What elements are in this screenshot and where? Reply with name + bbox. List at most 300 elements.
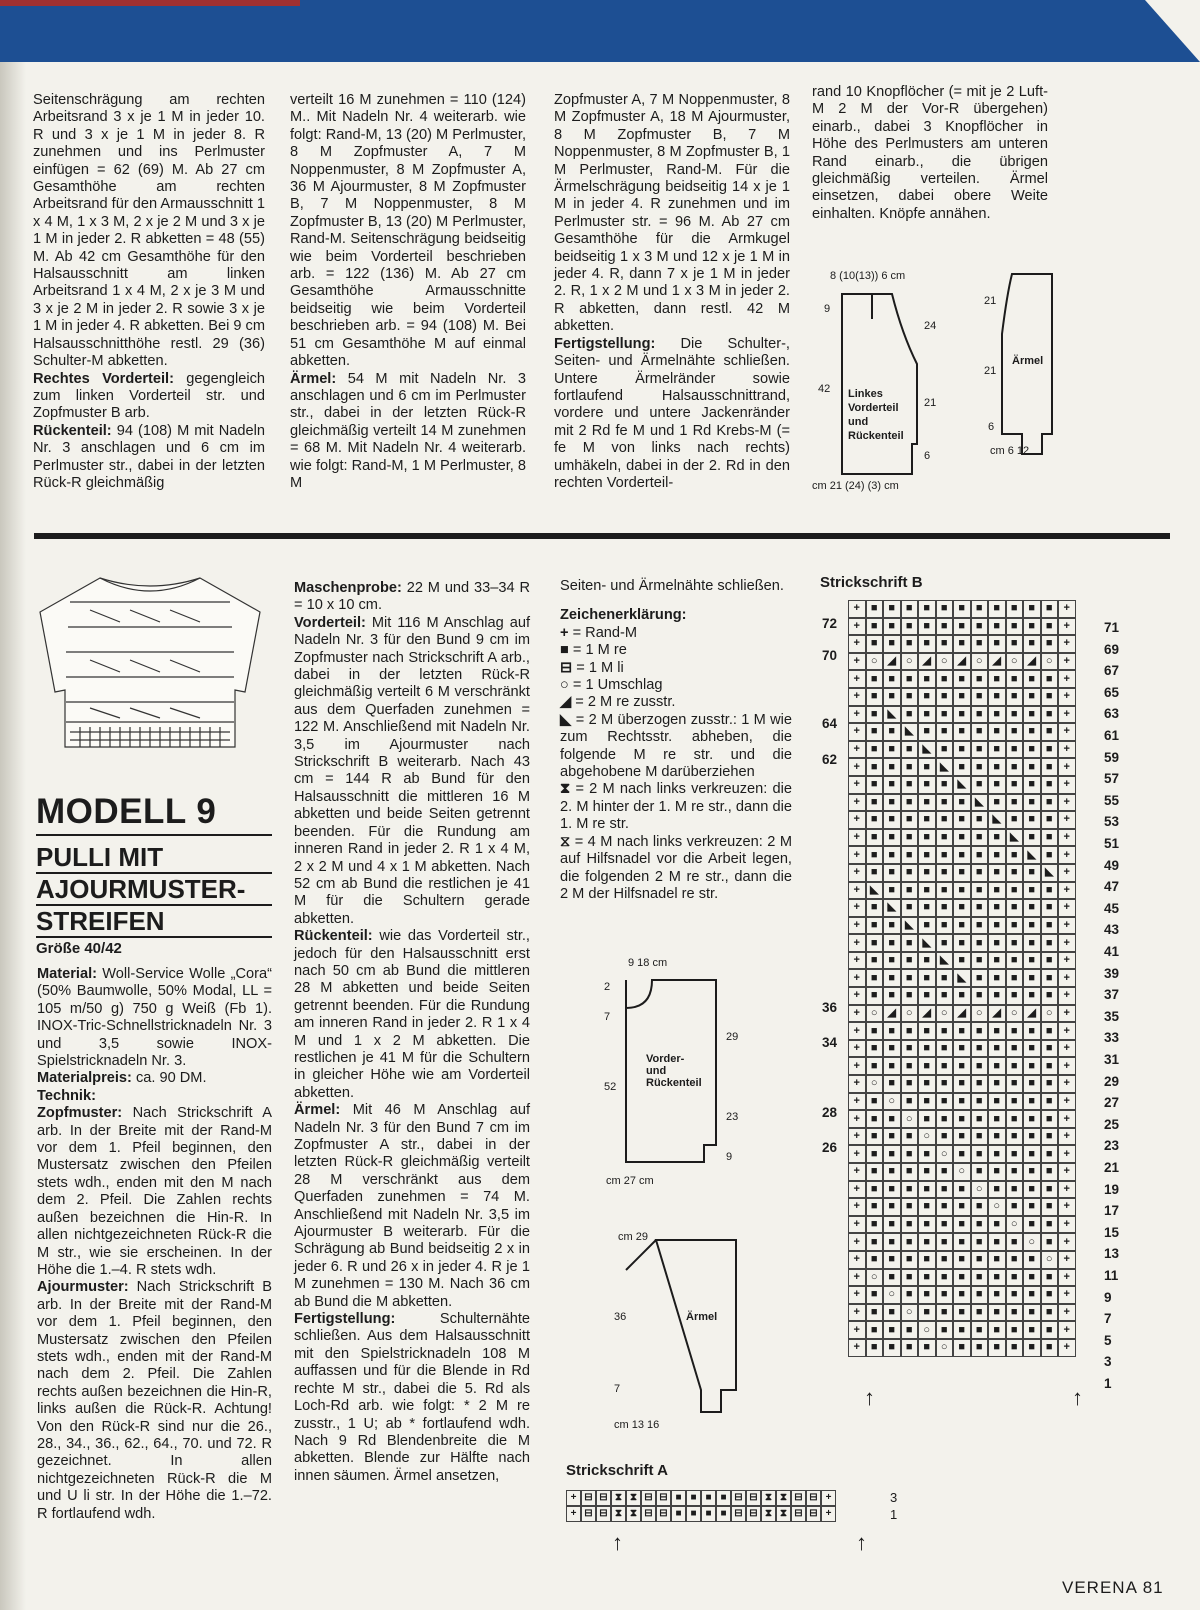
legend-symbol: ⧗ [560,781,576,798]
chart-b-cell: ■ [1023,1251,1041,1269]
chart-b-cell: ■ [936,741,954,759]
chart-b-cell: ■ [901,635,919,653]
chart-b-cell: ■ [936,1163,954,1181]
body-left-2: 7 [604,1011,611,1023]
chart-b-cell: ■ [883,1251,901,1269]
section-heading: Technik: [37,1087,96,1104]
chart-b-cell: ■ [918,1286,936,1304]
chart-b-cell: + [1058,1251,1076,1269]
chart-b-cell: ■ [971,1216,989,1234]
chart-b-cell: ■ [918,723,936,741]
chart-b-cell: ■ [1023,1198,1041,1216]
chart-b-cell: ■ [988,635,1006,653]
chart-b-cell: ■ [866,1339,884,1357]
legend-item: + = Rand-M [560,624,638,641]
legend-item: ■ = 1 M re [560,642,627,659]
chart-b-cell: ■ [1006,899,1024,917]
chart-b-cell: ◣ [918,741,936,759]
chart-b-cell: ■ [1041,1304,1059,1322]
top-column-2 [290,92,526,492]
chart-b-cell: ■ [883,1022,901,1040]
chart-b-cell: ■ [918,1040,936,1058]
chart-b-cell: ■ [953,1286,971,1304]
chart-b-cell: ■ [866,969,884,987]
chart-b-cell: ◣ [953,776,971,794]
chart-b-row [848,1216,1076,1234]
chart-b-cell: ○ [936,1145,954,1163]
chart-b-cell: + [1058,776,1076,794]
chart-b-cell: ■ [988,934,1006,952]
chart-b-cell: ■ [988,1269,1006,1287]
chart-b-right-number: 13 [1104,1246,1120,1262]
chart-b-cell: ■ [883,688,901,706]
chart-b-cell: ■ [918,706,936,724]
chart-b-cell: ■ [988,1216,1006,1234]
chart-b-cell: ■ [971,1269,989,1287]
chart-b-cell: ■ [953,899,971,917]
chart-a-cell: ⧗ [776,1506,791,1522]
chart-b-cell: ■ [1041,1110,1059,1128]
chart-b-cell: + [848,1198,866,1216]
chart-b-cell: ■ [1023,1269,1041,1287]
chart-b-cell: ■ [936,1251,954,1269]
chart-b-right-number: 51 [1104,836,1120,851]
chart-b-cell: ■ [1006,635,1024,653]
chart-b-cell: ■ [1041,811,1059,829]
chart-b-cell: + [848,723,866,741]
chart-b-cell: ■ [988,618,1006,636]
chart-b-cell: ■ [1041,758,1059,776]
chart-b-cell: ■ [1006,969,1024,987]
chart-b-row [848,1163,1076,1181]
chart-b-cell: ■ [901,829,919,847]
chart-b-cell: ■ [901,864,919,882]
chart-b-cell: ■ [971,811,989,829]
chart-a-cell: ⧗ [761,1506,776,1522]
chart-b-cell: ○ [953,1163,971,1181]
chart-b-cell: ■ [971,1163,989,1181]
chart-b-cell: ■ [936,670,954,688]
chart-b-row [848,864,1076,882]
chart-b-cell: ■ [936,864,954,882]
chart-b-row [848,1022,1076,1040]
chart-a-title: Strickschrift A [566,1462,668,1479]
instructions-paragraph: Ärmel: Mit 46 M Anschlag auf Nadeln Nr. 3 für den Bund 7 cm im Zopfmuster A str., dabei in der letzten Rück-R gleichmäßig verteilt 28 M verschränkt aus dem Querfaden zunehmen = 74 M. Anschließend mit Nadeln Nr. 3,5 im Ajourmuster B weiterarb. Für die Schrägung ab Bund beidseitig 2 x in jeder 6. R und 26 x in jeder 4. R je 1 M zunehmen = 130 M. Nach 36 cm ab Bund die M abketten. [294,1102,530,1310]
chart-b-cell: ■ [901,1181,919,1199]
chart-b-cell: + [1058,899,1076,917]
chart-b-cell: ■ [883,758,901,776]
jacket-left-measure-1: 9 [824,303,831,315]
jacket-bottom-measure: cm 21 (24) (3) cm [812,480,899,492]
chart-b-cell: ■ [1006,1181,1024,1199]
chart-b-cell: ■ [953,1269,971,1287]
chart-a-cell: ⊟ [581,1506,596,1522]
jacket-schematic [812,264,1092,504]
chart-b-cell: ■ [866,1216,884,1234]
chart-b-cell: + [848,899,866,917]
chart-b-cell: + [1058,952,1076,970]
chart-b-title: Strickschrift B [820,574,923,591]
sleeve-top-measure: cm 29 [618,1231,648,1243]
chart-b-left-number: 64 [822,716,838,731]
chart-b-cell: + [1058,882,1076,900]
chart-b-cell: ■ [936,776,954,794]
chart-b-cell: ■ [866,1286,884,1304]
chart-b-cell: ■ [1041,600,1059,618]
chart-a-cell: ⊟ [731,1490,746,1506]
chart-b-cell: ■ [918,882,936,900]
chart-b-cell: + [1058,706,1076,724]
chart-b-cell: ■ [901,1216,919,1234]
sleeve-label: Ärmel [1012,355,1044,367]
chart-b-cell: ■ [866,741,884,759]
chart-b-cell: ■ [883,1233,901,1251]
chart-b-cell: ■ [1023,670,1041,688]
chart-b-left-number: 34 [822,1035,838,1050]
chart-b-cell: + [848,864,866,882]
chart-b-cell: ○ [1041,1251,1059,1269]
chart-b-cell: ■ [1041,829,1059,847]
chart-b-cell: ○ [1006,1216,1024,1234]
chart-b-cell: ■ [883,776,901,794]
legend-symbol: ○ [560,677,573,694]
chart-b-left-number: 28 [822,1105,838,1120]
chart-b-cell: ■ [1023,1286,1041,1304]
chart-b-cell: ■ [901,706,919,724]
chart-b-cell: ■ [1006,794,1024,812]
chart-b-cell: ■ [936,794,954,812]
chart-b-cell: ■ [1041,618,1059,636]
chart-b-row [848,1145,1076,1163]
chart-b-cell: + [1058,1181,1076,1199]
chart-b-row [848,600,1076,618]
chart-b-cell: ■ [918,670,936,688]
chart-b-cell: + [848,635,866,653]
chart-b-cell: ◣ [936,952,954,970]
body-label-1: Vorder- [646,1053,685,1065]
chart-b-row [848,618,1076,636]
chart-b-cell: ■ [936,1022,954,1040]
chart-b-cell: ■ [883,1269,901,1287]
chart-b-row [848,917,1076,935]
chart-b-right-number: 17 [1104,1203,1120,1219]
chart-b-cell: ■ [988,794,1006,812]
chart-b-cell: ■ [866,1181,884,1199]
chart-a-cell: ■ [701,1506,716,1522]
chart-b-cell: ■ [1023,1057,1041,1075]
chart-b-cell: ■ [1006,670,1024,688]
chart-b-cell: ■ [953,1321,971,1339]
chart-b-cell: ■ [1023,794,1041,812]
chart-b-cell: ○ [901,1005,919,1023]
chart-b-cell: ◣ [901,917,919,935]
sleeve-bottom-measure: cm 13 16 [614,1419,660,1430]
chart-b-cell: ■ [971,635,989,653]
chart-b-cell: ■ [883,829,901,847]
chart-b-cell: ■ [918,1022,936,1040]
top-paragraph: Seitenschrägung am rechten Arbeitsrand 3 x je 1 M in jeder 10. R und 3 x je 1 M in jeder 8. R zunehmen und ins Perlmuster einfügen = 62 (69) M. Ab 27 cm Gesamthöhe am rechten Arbeitsrand für den Armausschnitt 1 x 4 M, 1 x 3 M, 2 x je 2 M und 3 x je 1 M in jeder 2. R abketten = 48 (55) M. Ab 42 cm Gesamthöhe für den Halsausschnitt am linken Arbeitsrand 1 x 4 M, 2 x je 3 M und 3 x je 2 M in jeder 2. R sowie 3 x je 1 M in jeder 4. R abketten. Bei 9 cm Halsausschnitthöhe restl. 29 (36) Schulter-M abketten. [33,92,265,370]
chart-b-cell: + [1058,1233,1076,1251]
chart-b-row [848,811,1076,829]
chart-b-cell: ■ [953,829,971,847]
chart-a-cell: ■ [701,1490,716,1506]
chart-b-cell: ◣ [953,969,971,987]
chart-a-row-1: 1 [890,1507,898,1522]
chart-b-cell: + [1058,969,1076,987]
chart-b-cell: ■ [953,670,971,688]
chart-b-cell: ■ [953,794,971,812]
chart-b-cell: ■ [866,1128,884,1146]
chart-b-cell: ■ [883,1110,901,1128]
body-left-3: 52 [604,1081,617,1093]
section-heading: Ajourmuster: [37,1279,129,1296]
chart-b-cell: ■ [1023,882,1041,900]
chart-b-cell: ■ [1023,758,1041,776]
chart-b-cell: ■ [936,723,954,741]
jacket-label-1: Linkes [848,388,883,400]
chart-b-cell: + [848,1181,866,1199]
chart-b-cell: + [848,794,866,812]
chart-b-cell: ■ [866,670,884,688]
chart-b-cell: ■ [901,969,919,987]
chart-b-cell: ■ [971,864,989,882]
chart-b-cell: ◢ [883,653,901,671]
chart-a-cell: ⧗ [611,1490,626,1506]
body-top-measure: 9 18 cm [628,957,668,969]
chart-b-right-number: 69 [1104,641,1120,657]
chart-b-cell: + [1058,1216,1076,1234]
chart-b-cell: ■ [918,1339,936,1357]
chart-b-cell: ■ [953,1304,971,1322]
chart-b-cell: ■ [918,811,936,829]
chart-b-cell: + [1058,670,1076,688]
chart-b-row [848,934,1076,952]
chart-b-row [848,1110,1076,1128]
chart-b-cell: + [1058,618,1076,636]
chart-a-grid [566,1490,836,1522]
chart-b-cell: ■ [901,1269,919,1287]
sleeve-bottom-measure: cm 6 12 [990,445,1030,457]
chart-b-cell: + [1058,723,1076,741]
chart-b-cell: ■ [936,706,954,724]
chart-b-cell: + [848,1163,866,1181]
chart-b-cell: ■ [1041,882,1059,900]
chart-b-cell: ■ [1041,688,1059,706]
chart-b-cell: ■ [1006,1110,1024,1128]
chart-b-cell: ○ [918,1321,936,1339]
chart-b-cell: ■ [988,688,1006,706]
sleeve-left-2: 7 [614,1383,621,1395]
chart-b-cell: ■ [971,776,989,794]
chart-b-cell: ○ [866,653,884,671]
chart-a-cell: ■ [686,1490,701,1506]
legend-item: ⊟ = 1 M li [560,659,624,676]
chart-b-cell: ■ [1006,864,1024,882]
bottom-column-1 [37,966,272,1523]
chart-b-cell: ■ [1006,1075,1024,1093]
chart-b-cell: ■ [971,688,989,706]
chart-b-cell: + [848,952,866,970]
chart-b-cell: ■ [883,811,901,829]
chart-b-right-number: 5 [1104,1332,1112,1348]
chart-b-cell: + [848,653,866,671]
chart-b-cell: ◣ [936,758,954,776]
chart-b-cell: ■ [936,600,954,618]
chart-a-cell: ⊟ [791,1506,806,1522]
chart-b-cell: ■ [936,882,954,900]
chart-b-cell: ■ [936,635,954,653]
chart-b-right-number: 25 [1104,1116,1120,1132]
section-heading: Ärmel: [294,1102,341,1119]
chart-a-row [566,1490,836,1506]
section-heading: Materialpreis: [37,1070,132,1087]
chart-b-cell: ■ [1041,776,1059,794]
chart-b-cell: ■ [1041,1321,1059,1339]
chart-b-cell: ■ [1006,882,1024,900]
chart-b-cell: ○ [901,1304,919,1322]
material-paragraph [37,1088,272,1105]
chart-b-row [848,776,1076,794]
chart-b-cell: ■ [936,1304,954,1322]
chart-b-cell: ■ [866,1145,884,1163]
chart-b-cell: ■ [1023,864,1041,882]
chart-b-cell: ■ [1023,987,1041,1005]
chart-b-cell: ◣ [1041,864,1059,882]
chart-b-cell: ■ [918,969,936,987]
chart-b-cell: ■ [953,1233,971,1251]
chart-b-cell: ■ [1006,1198,1024,1216]
body-left-1: 2 [604,981,611,993]
chart-b-cell: ■ [1041,917,1059,935]
magazine-name: VERENA [1062,1578,1137,1597]
chart-b-cell: + [848,882,866,900]
chart-b-cell: ■ [901,618,919,636]
top-column-1 [33,92,265,492]
chart-b-cell: ■ [883,1163,901,1181]
chart-b-cell: + [848,1304,866,1322]
chart-b-cell: ◢ [953,653,971,671]
chart-b-cell: ■ [1041,1145,1059,1163]
chart-b-cell: ■ [971,1233,989,1251]
chart-b-cell: ■ [1041,1181,1059,1199]
chart-b-cell: ■ [988,864,1006,882]
model-number: MODELL 9 [36,792,272,836]
chart-b-cell: ■ [1041,846,1059,864]
chart-b-cell: + [848,670,866,688]
chart-b-cell: ■ [901,670,919,688]
chart-b-right-number: 7 [1104,1311,1112,1327]
chart-b-cell: ■ [988,1251,1006,1269]
chart-b-cell: ○ [883,1286,901,1304]
chart-b-right-number: 15 [1104,1224,1120,1240]
chart-b-cell: ■ [936,1093,954,1111]
body-bottom-measure: cm 27 cm [606,1175,654,1187]
section-heading: Fertigstellung: [554,335,656,352]
chart-b-cell: ○ [1006,1005,1024,1023]
chart-b-cell: ■ [953,987,971,1005]
chart-b-cell: ■ [988,1075,1006,1093]
chart-b-cell: ■ [971,1022,989,1040]
chart-b-cell: ■ [988,1233,1006,1251]
chart-b-cell: ■ [971,618,989,636]
chart-b-cell: + [848,1216,866,1234]
chart-b-cell: ○ [971,1005,989,1023]
top-paragraph: Fertigstellung: Die Schulter-, Seiten- und Ärmelnähte schließen. Untere Ärmelränder sowie fortlaufend Halsausschnittrand, vordere und untere Jackenränder mit 2 Rd fe M und 1 Rd Krebs-M (= fe M von links nach rechts) umhäkeln, dabei in der 2. Rd in den rechten Vorderteil- [554,335,790,491]
chart-b-cell: ■ [1006,1145,1024,1163]
chart-b-cell: ■ [971,917,989,935]
chart-b-cell: ■ [918,917,936,935]
chart-b-cell: + [1058,1022,1076,1040]
chart-b-right-number: 65 [1104,684,1120,700]
chart-b-right-number: 35 [1104,1008,1120,1024]
chart-a-cell: ⧗ [626,1490,641,1506]
top-paragraph: verteilt 16 M zunehmen = 110 (124) M.. Mit Nadeln Nr. 4 weiterarb. wie folgt: Rand-M, 13 (20) M Perlmuster, 8 M Zopfmuster A, 7 M Noppenmuster, 8 M Zopfmuster A, 36 M Ajourmuster, 8 M Zopfmuster B, 7 M Noppenmuster, 8 M Zopfmuster B, 13 (20) M Perlmuster, Rand-M. Seitenschrägung beidseitig wie beim Vorderteil beschrieben arb. = 122 (136) M. Ab 27 cm Gesamthöhe Armausschnitte beidseitig wie beim Vorderteil beschrieben arb. = 94 (108) M. Bei 51 cm Gesamthöhe M auf einmal abketten. [290,92,527,370]
chart-b-cell: ■ [1023,1216,1041,1234]
chart-b-cell: ◢ [988,1005,1006,1023]
chart-b-cell: ■ [1041,1269,1059,1287]
model-title-line-3: STREIFEN [36,906,272,938]
chart-b-cell: ■ [918,846,936,864]
chart-a-cell: ⊟ [596,1506,611,1522]
chart-b-right-number: 27 [1104,1095,1120,1111]
chart-b-cell: + [848,1057,866,1075]
chart-b-right-number: 39 [1104,965,1120,981]
top-paragraph: Rechtes Vorderteil: gegengleich zum linken Vorderteil str. und Zopfmuster B arb. [33,370,265,422]
chart-b-cell: + [848,1233,866,1251]
chart-b-cell: ■ [918,1093,936,1111]
chart-b-row [848,1181,1076,1199]
jacket-label-2: Vorderteil [848,402,899,414]
chart-b-row [848,1005,1076,1023]
chart-b-row [848,1269,1076,1287]
chart-b-right-number: 3 [1104,1354,1112,1370]
chart-b-cell: ■ [953,1145,971,1163]
chart-b-cell: ◢ [1023,1005,1041,1023]
chart-b-left-number: 72 [822,616,838,631]
chart-b-cell: ■ [1041,952,1059,970]
chart-b-cell: ○ [936,653,954,671]
chart-b-cell: ■ [901,1286,919,1304]
chart-b-cell: ■ [988,987,1006,1005]
chart-a-cell: ⧗ [611,1506,626,1522]
chart-b-cell: ■ [918,758,936,776]
chart-b-cell: ■ [971,969,989,987]
chart-b-cell: ■ [953,723,971,741]
chart-b-cell: ■ [936,1269,954,1287]
chart-b-cell: ■ [1023,1145,1041,1163]
chart-b-cell: ■ [1041,1233,1059,1251]
material-paragraph: Material: Woll-Service Wolle „Cora“ (50% Baumwolle, 50% Modal, LL = 105 m/50 g) 750 g Weiß (Fb 1). INOX-Tric-Schnellstricknadeln Nr. 3 und 3,5 sowie INOX-Spielstricknadeln Nr. 3. [37,966,272,1070]
chart-b-right-number: 47 [1104,879,1120,895]
chart-b-cell: ■ [901,1128,919,1146]
chart-b-row [848,688,1076,706]
sleeve-label-bottom: Ärmel [686,1311,718,1323]
chart-b-arrow-left-icon: ↑ [864,1385,875,1410]
chart-b-cell: ■ [901,1057,919,1075]
chart-b-cell: ■ [866,846,884,864]
section-heading: Vorderteil: [294,614,366,631]
chart-b-cell: ■ [988,1093,1006,1111]
chart-b-cell: ■ [1006,917,1024,935]
chart-b-cell: ■ [971,600,989,618]
chart-b-row [848,670,1076,688]
section-heading: Material: [37,966,98,982]
legend-item: ○ = 1 Umschlag [560,677,663,694]
chart-b-cell: ■ [1023,741,1041,759]
chart-b-cell: ■ [866,600,884,618]
chart-b-row [848,969,1076,987]
chart-b-cell: ■ [936,987,954,1005]
